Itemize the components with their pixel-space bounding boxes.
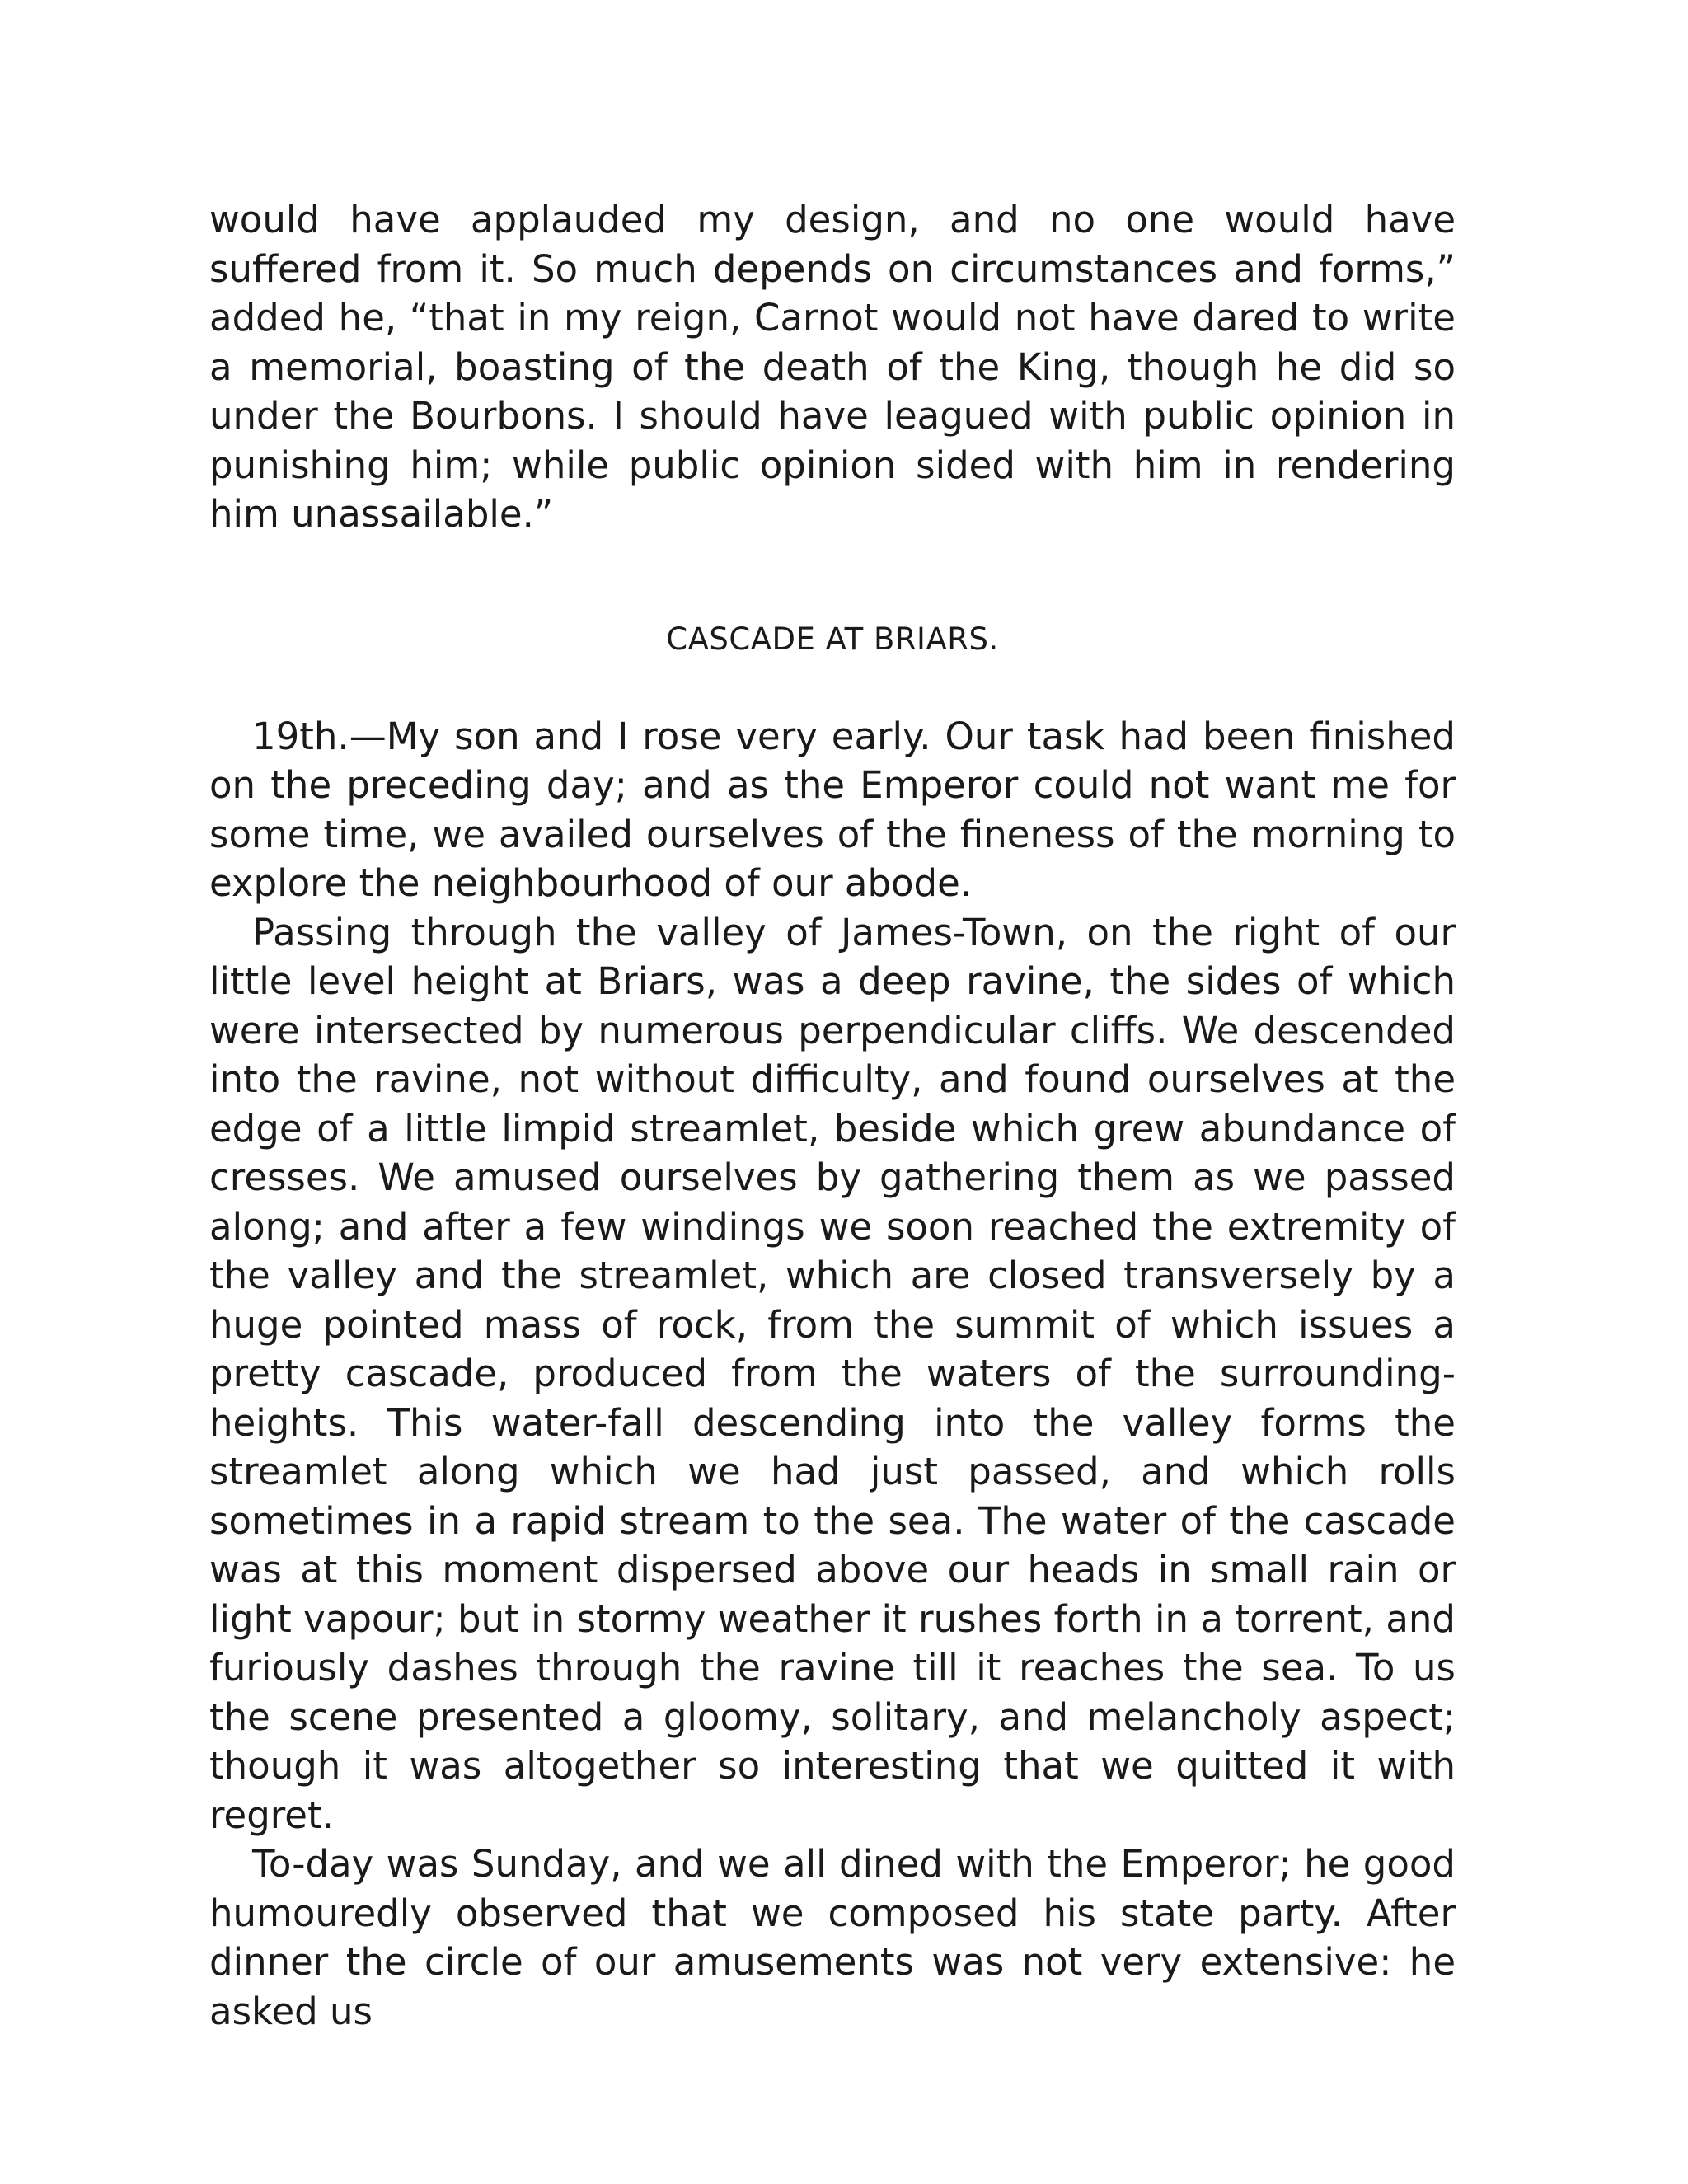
paragraph-ravine: Passing through the valley of James-Town, on the right of our little level height at Briars, was a deep ravine, the sides of which were intersected by numerous perpendicular cliffs. We descended into the ravine, not without difficulty, and found ourselves at the edge of a little limpid streamlet, beside which grew abundance of cresses. We amused ourselves by gathering them as we passed along; and after a few windings we soon reached the extremity of the valley and the streamlet, which are closed transversely by a huge pointed mass of rock, from the summit of which issues a pretty cascade, produced from the waters of the surrounding-heights. This water-fall descending into the valley forms the streamlet along which we had just passed, and which rolls sometimes in a rapid stream to the sea. The water of the cascade was at this moment dispersed above our heads in small rain or light vapour; but in stormy weather it rushes forth in a torrent, and furiously dashes through the ravine till it reaches the sea. To us the scene presented a gloomy, solitary, and melancholy aspect; though it was altogether so interesting that we quitted it with regret. — [209, 910, 1456, 1837]
paragraph-19th: 19th.—My son and I rose very early. Our task had been finished on the preceding day; and as the Emperor could not want me for some time, we availed ourselves of the fineness of the morning to explore the neighbourhood of our abode. — [209, 714, 1456, 905]
paragraph-continuation: would have applauded my design, and no one would have suffered from it. So much depends on circumstances and forms,” added he, “that in my reign, Carnot would not have dared to write a memorial, boasting of the death of the King, though he did so under the Bourbons. I should have leagued with public opinion in punishing him; while public opinion sided with him in rendering him unassailable.” — [209, 198, 1456, 536]
paragraph-sunday: To-day was Sunday, and we all dined with the Emperor; he good humouredly observed that we composed his state party. After dinner the circle of our amusements was not very extensive: he asked us — [209, 1842, 1456, 2033]
book-page — [209, 195, 1456, 2036]
section-heading: CASCADE AT BRIARS. — [666, 621, 999, 657]
